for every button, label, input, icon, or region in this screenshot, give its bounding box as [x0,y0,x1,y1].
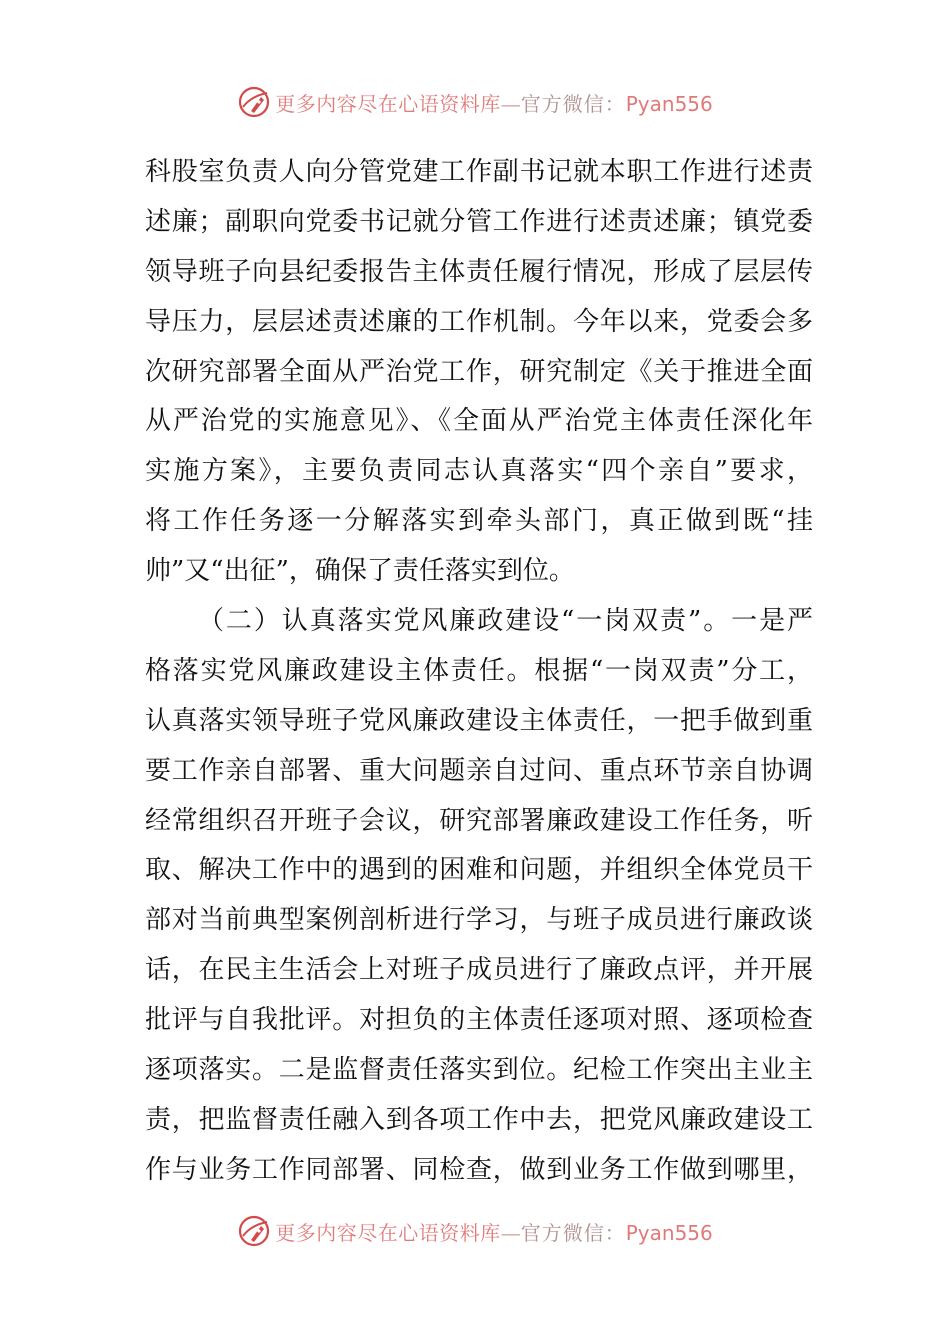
header-banner-text [275,88,713,117]
body-line: 部对当前典型案例剖析进行学习，与班子成员进行廉政谈 [145,905,813,936]
body-line: 认真落实领导班子党风廉政建设主体责任，一把手做到重 [145,705,813,736]
body-line: 话，在民主生活会上对班子成员进行了廉政点评，并开展 [145,955,813,986]
section-heading-line: （二）认真落实党风廉政建设“一岗双责”。一是严 [198,606,813,637]
banner-wechat-handle: Pyan556 [625,91,713,116]
body-line: 逐项落实。二是监督责任落实到位。纪检工作突出主业主 [145,1055,813,1086]
body-line: 要工作亲自部署、重大问题亲自过问、重点环节亲自协调 [145,755,813,786]
body-line: 格落实党风廉政建设主体责任。根据“一岗双责”分工， [145,655,813,686]
banner-main-text: 更多内容尽在心语资料库 [275,91,501,116]
body-line: 导压力，层层述责述廉的工作机制。今年以来，党委会多 [145,306,813,337]
header-banner [0,82,950,122]
body-line: 经常组织召开班子会议，研究部署廉政建设工作任务，听 [145,805,813,836]
body-line: 取、解决工作中的遇到的困难和问题，并组织全体党员干 [145,855,813,886]
banner-dash: — [500,1220,521,1245]
body-line: 述廉；副职向党委书记就分管工作进行述责述廉；镇党委 [145,206,813,237]
body-line: 责，把监督责任融入到各项工作中去，把党风廉政建设工 [145,1104,813,1135]
body-line: 批评与自我批评。对担负的主体责任逐项对照、逐项检查 [145,1005,813,1036]
banner-wechat-label: 官方微信： [520,1220,626,1245]
body-line: 次研究部署全面从严治党工作，研究制定《关于推进全面 [145,356,813,387]
footer-banner [0,1211,950,1251]
pen-nib-logo-icon [237,1214,271,1248]
body-line: 从严治党的实施意见》、《全面从严治党主体责任深化年 [145,406,813,437]
banner-wechat-label: 官方微信： [520,91,626,116]
body-line: 领导班子向县纪委报告主体责任履行情况，形成了层层传 [145,256,813,287]
footer-banner-text [275,1217,713,1246]
body-line: 帅”又“出征”，确保了责任落实到位。 [145,556,575,587]
body-line: 科股室负责人向分管党建工作副书记就本职工作进行述责 [145,157,813,187]
document-body [145,148,813,1196]
banner-main-text: 更多内容尽在心语资料库 [275,1220,501,1245]
body-line: 作与业务工作同部署、同检查，做到业务工作做到哪里， [145,1154,813,1185]
body-line: 将工作任务逐一分解落实到牵头部门，真正做到既“挂 [145,506,813,537]
pen-nib-logo-icon [237,85,271,119]
banner-wechat-handle: Pyan556 [625,1220,713,1245]
body-line: 实施方案》，主要负责同志认真落实“四个亲自”要求， [145,456,813,487]
banner-dash: — [500,91,521,116]
